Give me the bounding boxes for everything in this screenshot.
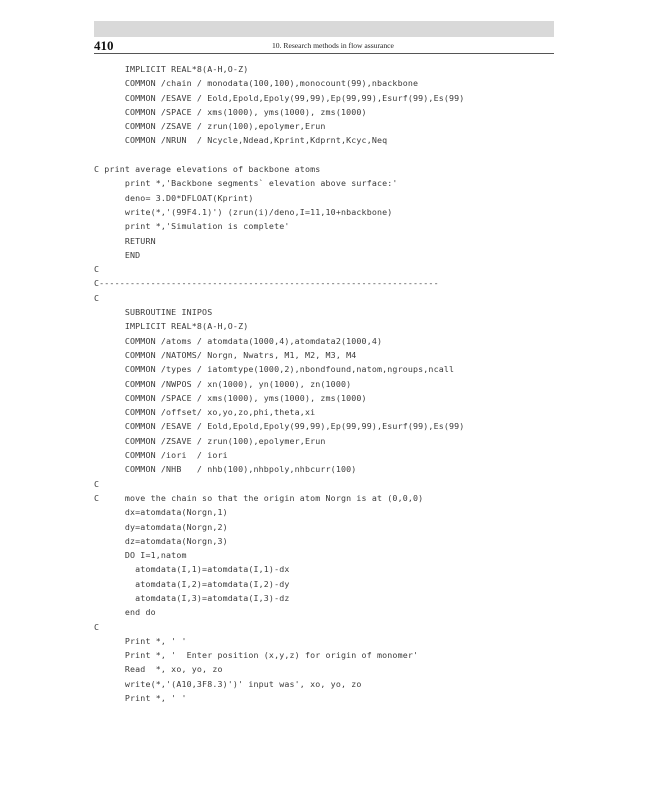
code-line: COMMON /iori / iori (94, 450, 228, 461)
code-line: COMMON /ESAVE / Eold,Epold,Epoly(99,99),Ep(99,99),Esurf(99),Es(99) (94, 421, 465, 432)
code-line: C------------------------------------------------------------------ (94, 278, 439, 289)
code-line: Print *, ' Enter position (x,y,z) for origin of monomer' (94, 650, 419, 661)
code-line: COMMON /ZSAVE / zrun(100),epolymer,Erun (94, 435, 326, 446)
header-rule (94, 53, 554, 54)
code-line (94, 148, 554, 162)
code-line: dz=atomdata(Norgn,3) (94, 535, 228, 546)
code-line: C (94, 478, 100, 489)
code-line: dy=atomdata(Norgn,2) (94, 521, 228, 532)
code-line: SUBROUTINE INIPOS (94, 307, 213, 318)
code-line: END (94, 249, 141, 260)
code-line: IMPLICIT REAL*8(A-H,O-Z) (94, 321, 249, 332)
code-line: Print *, ' ' (94, 635, 187, 646)
code-line: COMMON /atoms / atomdata(1000,4),atomdata2(1000,4) (94, 335, 383, 346)
code-listing (94, 62, 554, 705)
code-line: COMMON /ZSAVE / zrun(100),epolymer,Erun (94, 121, 326, 132)
code-line: COMMON /SPACE / xms(1000), yms(1000), zms(1000) (94, 106, 367, 117)
code-line: COMMON /offset/ xo,yo,zo,phi,theta,xi (94, 407, 316, 418)
code-line: deno= 3.D0*DFLOAT(Kprint) (94, 192, 254, 203)
code-line: COMMON /NHB / nhb(100),nhbpoly,nhbcurr(100) (94, 464, 357, 475)
code-line: IMPLICIT REAL*8(A-H,O-Z) (94, 64, 249, 74)
running-head: 10. Research methods in flow assurance (272, 41, 394, 50)
code-line: Print *, ' ' (94, 693, 187, 704)
code-line: C print average elevations of backbone atoms (94, 164, 321, 175)
code-line: COMMON /ESAVE / Eold,Epold,Epoly(99,99),Ep(99,99),Esurf(99),Es(99) (94, 92, 465, 103)
page-number: 410 (94, 38, 114, 53)
code-line: RETURN (94, 235, 156, 246)
code-line: COMMON /chain / monodata(100,100),monocount(99),nbackbone (94, 78, 419, 89)
code-line: COMMON /SPACE / xms(1000), yms(1000), zms(1000) (94, 392, 367, 403)
code-line: COMMON /NATOMS/ Norgn, Nwatrs, M1, M2, M3, M4 (94, 349, 357, 360)
code-line: COMMON /NRUN / Ncycle,Ndead,Kprint,Kdprnt,Kcyc,Neq (94, 135, 388, 146)
code-line: Read *, xo, yo, zo (94, 664, 223, 675)
code-line: print *,'Simulation is complete' (94, 221, 290, 232)
code-line: dx=atomdata(Norgn,1) (94, 507, 228, 518)
code-line: atomdata(I,2)=atomdata(I,2)-dy (94, 578, 290, 589)
code-line: end do (94, 607, 156, 618)
code-line: print *,'Backbone segments` elevation above surface:' (94, 178, 398, 189)
code-line: COMMON /types / iatomtype(1000,2),nbondfound,natom,ngroups,ncall (94, 364, 455, 375)
header-bar (94, 21, 554, 37)
code-line: C move the chain so that the origin atom Norgn is at (0,0,0) (94, 492, 424, 503)
code-line: atomdata(I,3)=atomdata(I,3)-dz (94, 592, 290, 603)
code-line: DO I=1,natom (94, 550, 187, 561)
code-line: write(*,'(A10,3F8.3)')' input was', xo, yo, zo (94, 678, 362, 689)
code-line: C (94, 621, 100, 632)
code-line: C (94, 292, 100, 303)
code-line: COMMON /NWPOS / xn(1000), yn(1000), zn(1000) (94, 378, 352, 389)
code-line: atomdata(I,1)=atomdata(I,1)-dx (94, 564, 290, 575)
code-line: write(*,'(99F4.1)') (zrun(i)/deno,I=11,10+nbackbone) (94, 206, 393, 217)
code-line: C (94, 264, 100, 275)
